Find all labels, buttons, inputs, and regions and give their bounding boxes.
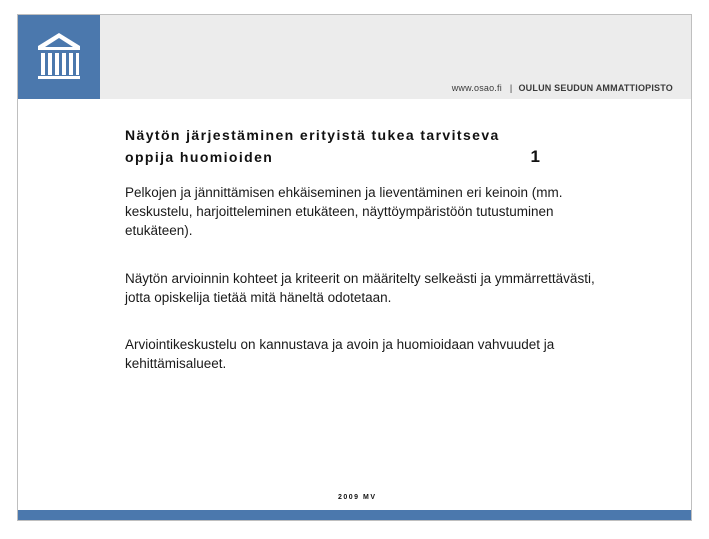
paragraph-1: Pelkojen ja jännittämisen ehkäiseminen ja lieventäminen eri keinoin (mm. keskustelu, harjoitteleminen etukäteen, näyttöympäristöön tutustuminen etukäteen).	[125, 185, 563, 238]
bottom-bar	[18, 510, 691, 520]
header-separator: |	[509, 83, 513, 93]
paragraph-3: Arviointikeskustelu on kannustava ja avoin ja huomioidaan vahvuudet ja kehittämisalueet.	[125, 337, 555, 371]
paragraph-2: Näytön arvioinnin kohteet ja kriteerit on määritelty selkeästi ja ymmärrettävästi, jotta opiskelija tietää mitä häneltä odotetaan.	[125, 271, 595, 305]
header-organization: OULUN SEUDUN AMMATTIOPISTO	[518, 83, 673, 93]
header-url[interactable]: www.osao.fi	[451, 83, 502, 93]
footer-text: 2009 MV	[338, 494, 377, 501]
title-line-2: oppija huomioiden	[125, 149, 274, 165]
slide-title	[125, 125, 585, 168]
slide	[17, 14, 692, 521]
slide-number: 1	[530, 147, 540, 166]
title-line-2-row	[125, 146, 540, 168]
header-org-line	[452, 83, 673, 93]
building-logo-icon	[36, 32, 82, 80]
logo	[18, 15, 100, 99]
title-line-1: Näytön järjestäminen erityistä tukea tarvitseva	[125, 127, 500, 143]
header-band	[18, 15, 691, 99]
